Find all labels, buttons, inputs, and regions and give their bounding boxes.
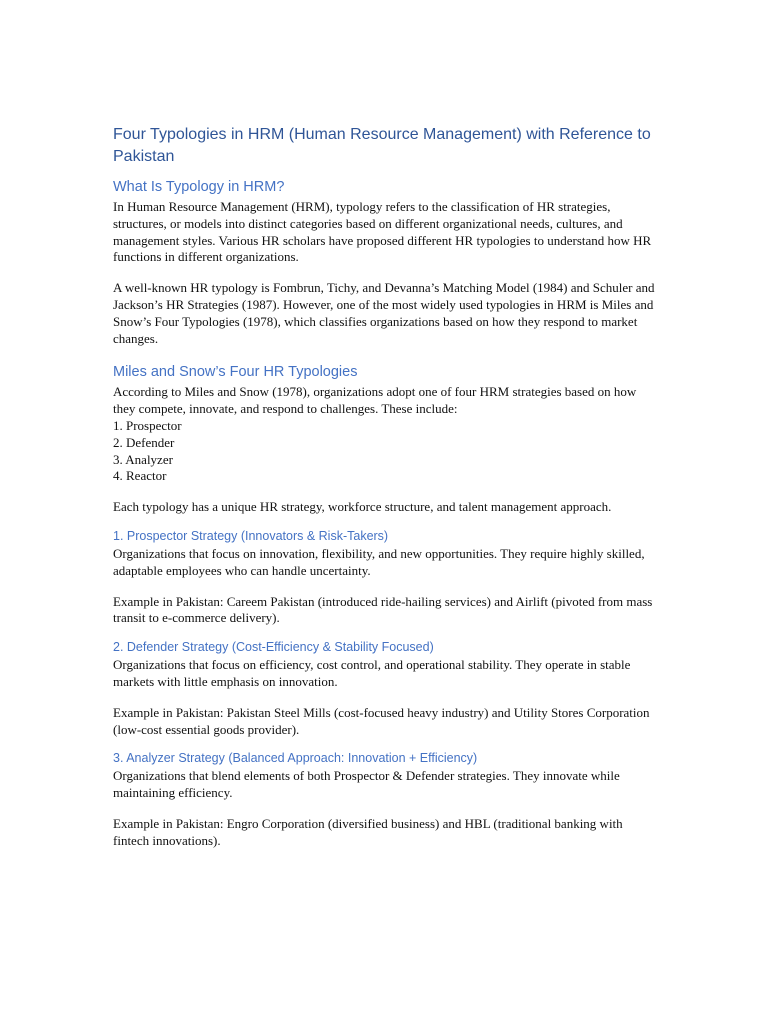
paragraph-prospector-desc: Organizations that focus on innovation, flexibility, and new opportunities. They require highly skilled, adaptable employees who can handle uncertainty. [113,545,645,578]
paragraph-analyzer-desc: Organizations that blend elements of both Prospector & Defender strategies. They innovate while maintaining efficiency. [113,768,620,801]
paragraph-defender-desc: Organizations that focus on efficiency, cost control, and operational stability. They operate in stable markets with little emphasis on innovation. [113,657,631,689]
list-item: 3. Analyzer [113,451,173,467]
paragraph-analyzer-example: Example in Pakistan: Engro Corporation (diversified business) and HBL (traditional banking with fintech innovations). [113,815,623,848]
paragraph-prospector-example: Example in Pakistan: Careem Pakistan (introduced ride-hailing services) and Airlift (pivoted from mass transit to e-commerce delivery). [113,593,653,626]
document-title: Four Typologies in HRM (Human Resource Management) with Reference to Pakistan [113,126,651,165]
section-heading-typology: What Is Typology in HRM? [113,179,285,195]
subheading-defender: 2. Defender Strategy (Cost-Efficiency & Stability Focused) [113,640,434,655]
subheading-analyzer: 3. Analyzer Strategy (Balanced Approach: Innovation + Efficiency) [113,751,478,766]
typology-list [113,418,658,485]
list-item: 4. Reactor [113,468,167,484]
paragraph-typology-definition: In Human Resource Management (HRM), typology refers to the classification of HR strategies, structures, or models into distinct categories based on different organizational needs, cultures, and management styles. Various HR scholars have proposed different HR typologies to understand how HR functions in different organizations. [113,199,652,265]
paragraph-typology-outro: Each typology has a unique HR strategy, workforce structure, and talent management approach. [113,499,612,515]
document-content [113,124,658,850]
subheading-prospector: 1. Prospector Strategy (Innovators & Risk-Takers) [113,528,389,543]
paragraph-typology-models: A well-known HR typology is Fombrun, Tichy, and Devanna’s Matching Model (1984) and Schuler and Jackson’s HR Strategies (1987). However, one of the most widely used typologies in HRM is Miles and Snow’s Four Typologies (1978), which classifies organizations based on how they respond to market changes. [113,280,655,346]
paragraph-defender-example: Example in Pakistan: Pakistan Steel Mills (cost-focused heavy industry) and Utility Stores Corporation (low-cost essential goods provider). [113,704,650,737]
list-item: 2. Defender [113,434,175,450]
section-heading-miles-snow: Miles and Snow’s Four HR Typologies [113,364,358,381]
list-item: 1. Prospector [113,417,182,433]
paragraph-miles-snow-intro: According to Miles and Snow (1978), organizations adopt one of four HRM strategies based on how they compete, innovate, and respond to challenges. These include: [113,384,637,417]
